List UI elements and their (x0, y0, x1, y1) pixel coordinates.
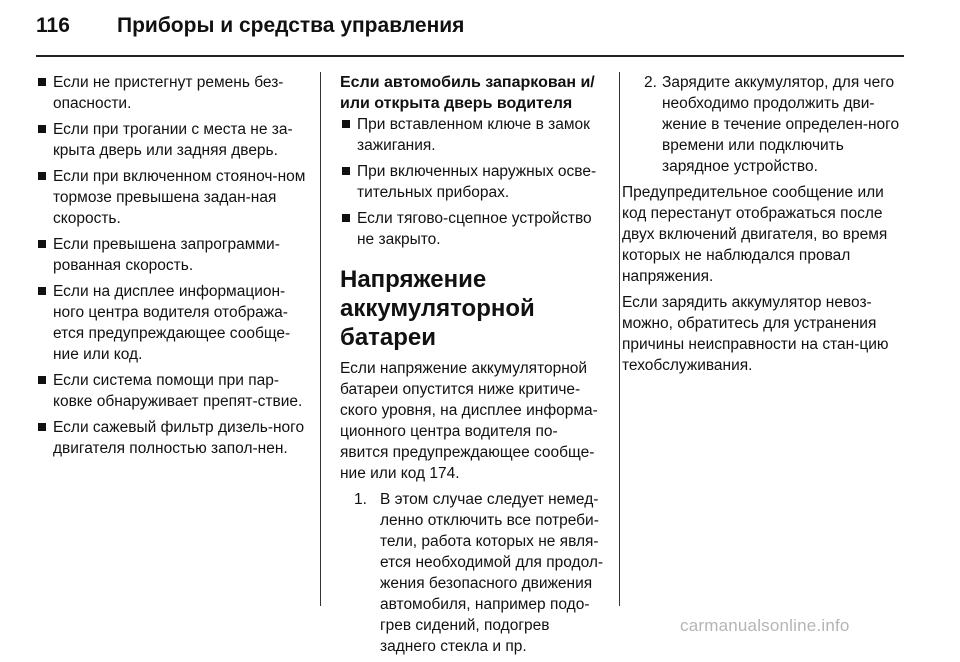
numbered-steps-continued (622, 72, 908, 177)
list-item: Если тягово-сцепное устройство не закрыто. (340, 208, 604, 250)
square-bullet-icon (342, 167, 350, 175)
square-bullet-icon (38, 376, 46, 384)
square-bullet-icon (342, 214, 350, 222)
bullet-list-warnings (36, 72, 308, 459)
step-text: В этом случае следует немед-ленно отключить все потреби-тели, работа которых не явля-ется необходимой для продол-жения безопасного движения автомобиля, например подо-грев сидений, подогрев заднего стекла и пр. (380, 491, 604, 655)
list-item: Если превышена запрограмми-рованная скорость. (36, 234, 308, 276)
section-heading-battery-voltage: Напряжение аккумуляторной батареи (340, 266, 535, 351)
column-1 (36, 72, 308, 464)
column-divider-1 (320, 72, 321, 606)
square-bullet-icon (38, 172, 46, 180)
page-title: Приборы и средства управления (117, 14, 465, 37)
watermark-text: carmanualsonline.info (680, 616, 850, 635)
list-item: Если не пристегнут ремень без-опасности. (36, 72, 308, 114)
list-item (340, 489, 604, 657)
header-rule (36, 55, 904, 57)
paragraph-message-clears: Предупредительное сообщение или код перестанут отображаться после двух включений двигателя, во время которых не наблюдался провал напряжения. (622, 184, 888, 285)
square-bullet-icon (38, 287, 46, 295)
square-bullet-icon (342, 120, 350, 128)
list-item: Если сажевый фильтр дизель-ного двигателя полностью запол-нен. (36, 417, 308, 459)
page-header (36, 14, 464, 50)
step-number: 1. (354, 491, 367, 508)
list-item: Если на дисплее информацион-ного центра водителя отобража-ется предупреждающее сообще-ние или код. (36, 281, 308, 365)
list-item (622, 72, 908, 177)
list-item: Если при включенном стояноч-ном тормозе превышена задан-ная скорость. (36, 166, 308, 229)
paragraph-battery-low: Если напряжение аккумуляторной батареи опустится ниже критиче-ского уровня, на дисплее информа-ционного центра водителя по-явится предупреждающее сообще-ние или код 174. (340, 360, 598, 482)
square-bullet-icon (38, 423, 46, 431)
list-item: При вставленном ключе в замок зажигания. (340, 114, 604, 156)
square-bullet-icon (38, 125, 46, 133)
paragraph-contact-service: Если зарядить аккумулятор невоз-можно, обратитесь для устранения причины неисправности на стан-цию техобслуживания. (622, 294, 889, 374)
square-bullet-icon (38, 78, 46, 86)
step-number: 2. (644, 74, 657, 91)
step-text: Зарядите аккумулятор, для чего необходимо продолжить дви-жение в течение определен-ного времени или подключить зарядное устройство. (662, 74, 900, 175)
square-bullet-icon (38, 240, 46, 248)
column-3 (622, 72, 908, 381)
list-item: При включенных наружных осве-тительных приборах. (340, 161, 604, 203)
list-item: Если система помощи при пар-ковке обнаруживает препят-ствие. (36, 370, 308, 412)
page-number: 116 (36, 14, 70, 37)
bullet-list-parked (340, 114, 604, 250)
subheading-parked-door-open: Если автомобиль запаркован и/или открыта дверь водителя (340, 74, 595, 112)
list-item: Если при трогании с места не за-крыта дверь или задняя дверь. (36, 119, 308, 161)
column-divider-2 (619, 72, 620, 606)
column-2 (340, 72, 604, 662)
numbered-steps (340, 489, 604, 657)
